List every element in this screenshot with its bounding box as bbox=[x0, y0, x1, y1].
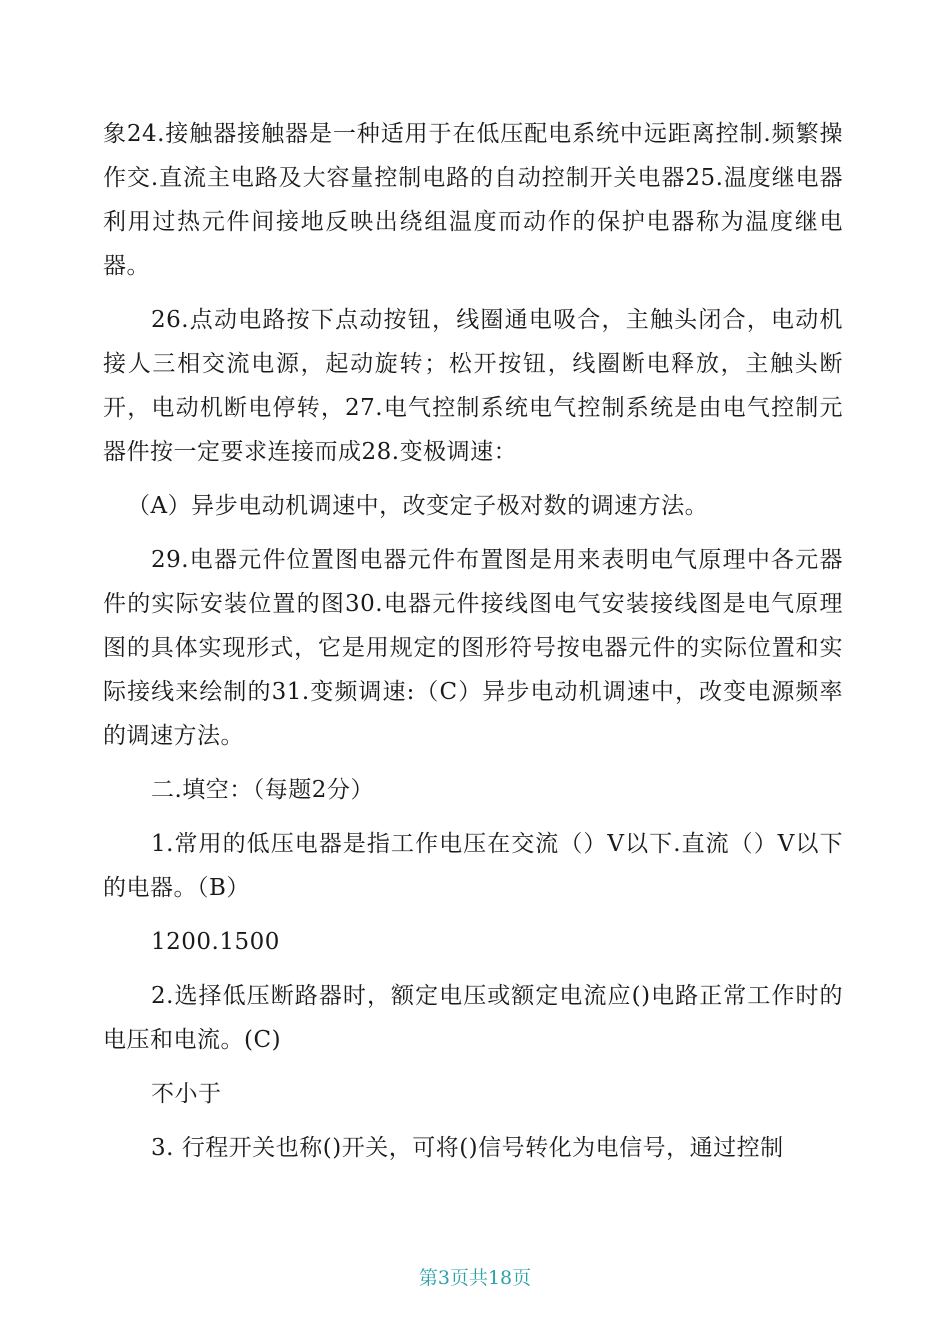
paragraph-pole-changing-answer: （A）异步电动机调速中，改变定子极对数的调速方法。 bbox=[127, 493, 709, 519]
question-2: 2.选择低压断路器时，额定电压或额定电流应()电路正常工作时的电压和电流。(C) bbox=[103, 983, 843, 1053]
paragraph-definitions-29-31: 29.电器元件位置图电器元件布置图是用来表明电气原理中各元器件的实际安装位置的图30.电器元件接线图电气安装接线图是电气原理图的具体实现形式，它是用规定的图形符号按电器元件的实际位置和实际接线来绘制的31.变频调速:（C）异步电动机调速中，改变电源频率的调速方法。 bbox=[103, 547, 843, 749]
paragraph-definitions-24-25: 象24.接触器接触器是一种适用于在低压配电系统中远距离控制.频繁操作交.直流主电路及大容量控制电路的自动控制开关电器25.温度继电器利用过热元件间接地反映出绕组温度而动作的保护电器称为温度继电器。 bbox=[103, 121, 843, 279]
paragraph-definitions-26-28: 26.点动电路按下点动按钮，线圈通电吸合，主触头闭合，电动机接人三相交流电源，起动旋转；松开按钮，线圈断电释放，主触头断开，电动机断电停转，27.电气控制系统电气控制系统是由电气控制元器件按一定要求连接而成28.变极调速： bbox=[103, 307, 843, 465]
section-heading-fill-in: 二.填空：（每题2分） bbox=[151, 777, 374, 803]
answer-2: 不小于 bbox=[151, 1081, 222, 1107]
question-3: 3. 行程开关也称()开关，可将()信号转化为电信号，通过控制 bbox=[151, 1135, 784, 1161]
page-number-footer: 第3页共18页 bbox=[418, 1267, 532, 1289]
answer-1: 1200.1500 bbox=[151, 929, 280, 955]
question-1: 1.常用的低压电器是指工作电压在交流（）V以下.直流（）V以下的电器。（B） bbox=[103, 831, 843, 901]
page-body bbox=[103, 112, 843, 1180]
